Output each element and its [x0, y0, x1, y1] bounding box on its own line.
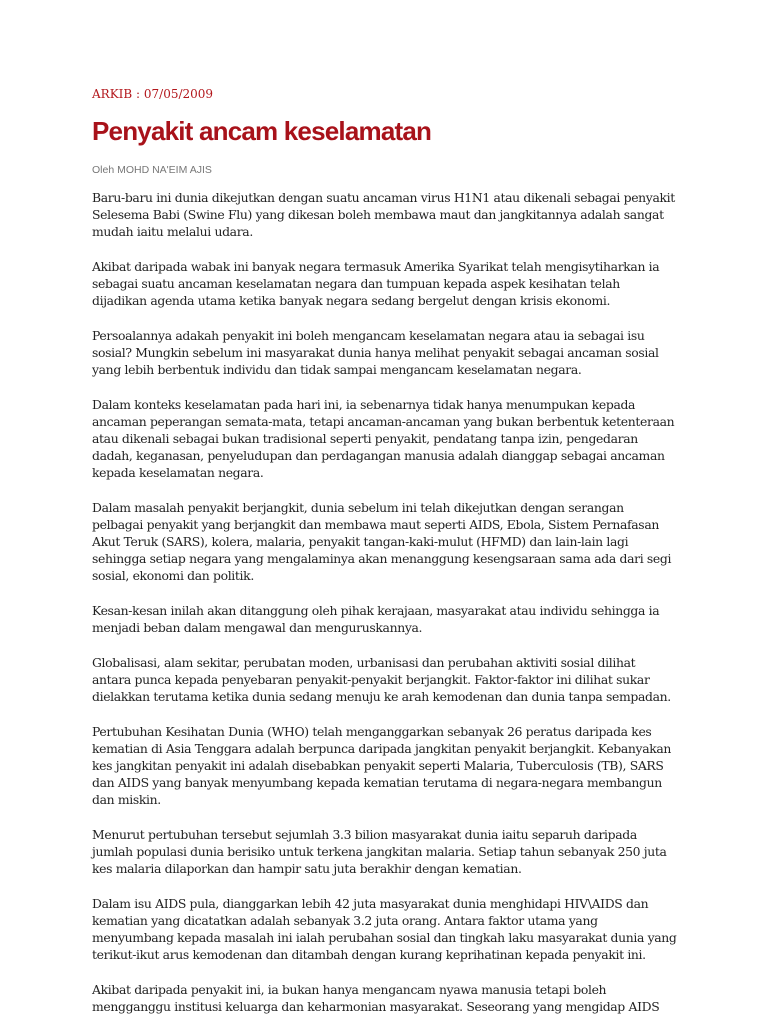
paragraph: Persoalannya adakah penyakit ini boleh mengancam keselamatan negara atau ia sebagai isu sosial? Mungkin sebelum ini masyarakat dunia hanya melihat penyakit sebagai ancaman sosial yang lebih berbentuk individu dan tidak sampai mengancam keselamatan negara. [92, 328, 659, 377]
paragraph: Dalam isu AIDS pula, dianggarkan lebih 42 juta masyarakat dunia menghidapi HIV\AIDS dan kematian yang dicatatkan adalah sebanyak 3.2 juta orang. Antara faktor utama yang menyumbang kepada masalah ini ialah perubahan sosial dan tingkah laku masyarakat dunia yang terikut-ikut arus kemodenan dan ditambah dengan kurang keprihatinan kepada penyakit ini. [92, 896, 677, 962]
paragraph: Dalam konteks keselamatan pada hari ini, ia sebenarnya tidak hanya menumpukan kepada ancaman peperangan semata-mata, tetapi ancaman-ancaman yang bukan berbentuk ketenteraan atau dikenali sebagai bukan tradisional seperti penyakit, pendatang tanpa izin, pengedaran dadah, keganasan, penyeludupan dan perdagangan manusia adalah dianggap sebagai ancaman kepada keselamatan negara. [92, 397, 675, 480]
paragraph: Menurut pertubuhan tersebut sejumlah 3.3 bilion masyarakat dunia iaitu separuh daripada jumlah populasi dunia berisiko untuk terkena jangkitan malaria. Setiap tahun sebanyak 250 juta kes malaria dilaporkan dan hampir satu juta berakhir dengan kematian. [92, 827, 667, 876]
paragraph: Dalam masalah penyakit berjangkit, dunia sebelum ini telah dikejutkan dengan serangan pelbagai penyakit yang berjangkit dan membawa maut seperti AIDS, Ebola, Sistem Pernafasan Akut Teruk (SARS), kolera, malaria, penyakit tangan-kaki-mulut (HFMD) dan lain-lain lagi sehingga setiap negara yang mengalaminya akan menanggung kesengsaraan sama ada dari segi sosial, ekonomi dan politik. [92, 500, 672, 583]
author-byline: Oleh MOHD NA'EIM AJIS [92, 164, 212, 176]
paragraph: Kesan-kesan inilah akan ditanggung oleh pihak kerajaan, masyarakat atau individu sehingga ia menjadi beban dalam mengawal dan menguruskannya. [92, 603, 660, 635]
article-title: Penyakit ancam keselamatan [92, 116, 432, 146]
archive-date: ARKIB : 07/05/2009 [92, 87, 214, 101]
paragraph: Globalisasi, alam sekitar, perubatan moden, urbanisasi dan perubahan aktiviti sosial dilihat antara punca kepada penyebaran penyakit-penyakit berjangkit. Faktor-faktor ini dilihat sukar dielakkan terutama ketika dunia sedang menuju ke arah kemodenan dan dunia tanpa sempadan. [92, 655, 671, 704]
paragraph: Akibat daripada wabak ini banyak negara termasuk Amerika Syarikat telah mengisytiharkan ia sebagai suatu ancaman keselamatan negara dan tumpuan kepada aspek kesihatan telah dijadikan agenda utama ketika banyak negara sedang bergelut dengan krisis ekonomi. [92, 259, 660, 308]
paragraph: Akibat daripada penyakit ini, ia bukan hanya mengancam nyawa manusia tetapi boleh mengganggu institusi keluarga dan keharmonian masyarakat. Seseorang yang mengidap AIDS [92, 982, 660, 1014]
paragraph: Pertubuhan Kesihatan Dunia (WHO) telah menganggarkan sebanyak 26 peratus daripada kes kematian di Asia Tenggara adalah berpunca daripada jangkitan penyakit berjangkit. Kebanyakan kes jangkitan penyakit ini adalah disebabkan penyakit seperti Malaria, Tuberculosis (TB), SARS dan AIDS yang banyak menyumbang kepada kematian terutama di negara-negara membangun dan miskin. [92, 724, 672, 807]
article-body [92, 189, 677, 1033]
paragraph: Baru-baru ini dunia dikejutkan dengan suatu ancaman virus H1N1 atau dikenali sebagai penyakit Selesema Babi (Swine Flu) yang dikesan boleh membawa maut dan jangkitannya adalah sangat mudah iaitu melalui udara. [92, 190, 675, 239]
